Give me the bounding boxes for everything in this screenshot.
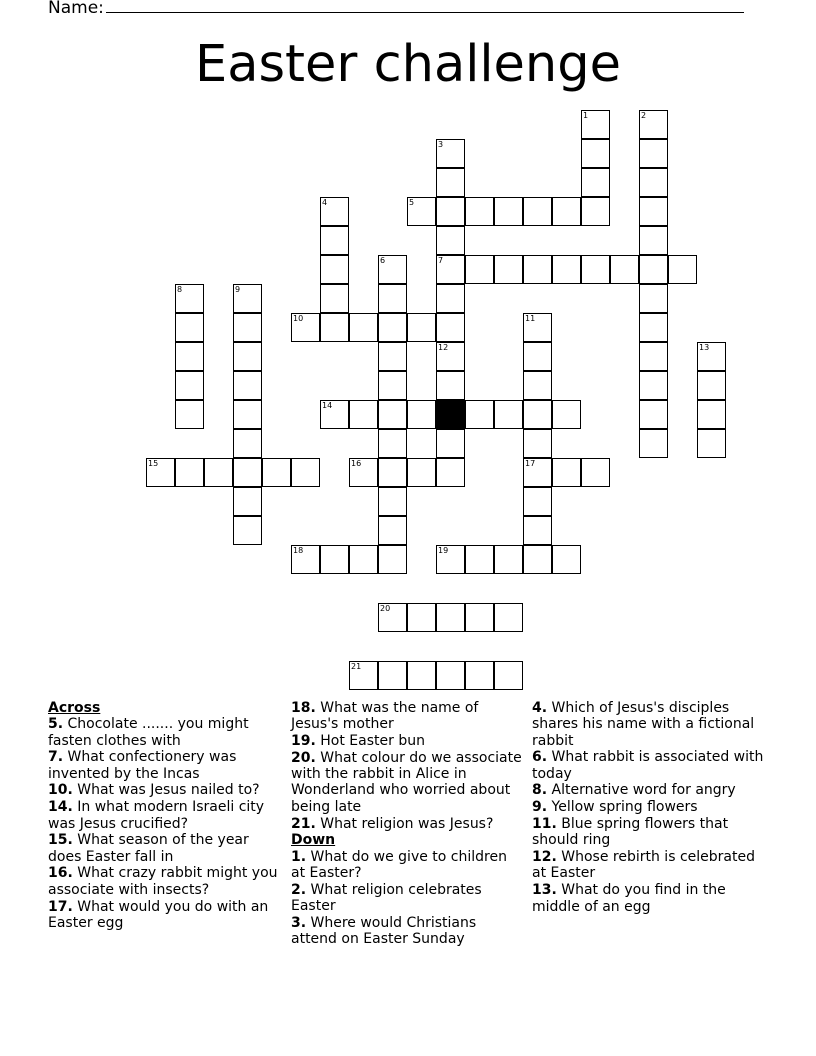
grid-cell[interactable] bbox=[378, 458, 407, 487]
clue-text: What confectionery was invented by the Incas bbox=[48, 749, 237, 782]
grid-cell[interactable] bbox=[552, 255, 581, 284]
grid-cell[interactable] bbox=[494, 197, 523, 226]
clue-item bbox=[532, 849, 764, 882]
grid-cell[interactable] bbox=[639, 429, 668, 458]
grid-cell[interactable] bbox=[639, 168, 668, 197]
clue-item bbox=[291, 882, 523, 915]
clue-text: What was the name of Jesus's mother bbox=[291, 700, 479, 733]
grid-cell[interactable] bbox=[639, 197, 668, 226]
grid-cell[interactable] bbox=[378, 371, 407, 400]
grid-cell[interactable] bbox=[465, 545, 494, 574]
clues-column-2 bbox=[291, 700, 523, 948]
clue-item bbox=[532, 782, 764, 798]
grid-cell[interactable] bbox=[407, 458, 436, 487]
grid-cell[interactable] bbox=[233, 284, 262, 313]
clue-number: 17. bbox=[48, 898, 73, 915]
grid-cell[interactable] bbox=[494, 255, 523, 284]
grid-cell[interactable] bbox=[175, 313, 204, 342]
grid-cell[interactable] bbox=[523, 429, 552, 458]
clue-number: 5. bbox=[48, 716, 64, 733]
grid-cell[interactable] bbox=[552, 458, 581, 487]
clue-number: 1. bbox=[291, 848, 307, 865]
clue-text: What religion celebrates Easter bbox=[291, 881, 482, 915]
name-label: Name: bbox=[48, 0, 104, 18]
grid-cell[interactable] bbox=[639, 255, 668, 284]
clue-text: What was Jesus nailed to? bbox=[72, 782, 260, 799]
clue-text: Alternative word for angry bbox=[547, 782, 736, 799]
grid-cell[interactable] bbox=[378, 342, 407, 371]
clue-text: Where would Christians attend on Easter Sunday bbox=[291, 914, 477, 948]
grid-cell[interactable] bbox=[262, 458, 291, 487]
clue-number: 18. bbox=[291, 700, 316, 716]
clue-item bbox=[291, 816, 523, 832]
grid-cell[interactable] bbox=[639, 284, 668, 313]
grid-cell[interactable] bbox=[407, 400, 436, 429]
grid-cell[interactable] bbox=[523, 487, 552, 516]
grid-cell[interactable] bbox=[436, 603, 465, 632]
grid-cell[interactable] bbox=[465, 197, 494, 226]
clue-text: Blue spring flowers that should ring bbox=[532, 816, 729, 849]
clue-item bbox=[48, 749, 280, 782]
grid-cell[interactable] bbox=[378, 661, 407, 690]
clue-number-label: 3 bbox=[438, 140, 444, 149]
clue-item bbox=[48, 799, 280, 832]
clue-number-label: 19 bbox=[438, 546, 449, 555]
grid-cell[interactable] bbox=[436, 139, 465, 168]
grid-cell[interactable] bbox=[494, 661, 523, 690]
clue-item bbox=[291, 750, 523, 815]
grid-cell[interactable] bbox=[378, 545, 407, 574]
grid-cell[interactable] bbox=[639, 371, 668, 400]
clue-number-label: 9 bbox=[235, 285, 241, 294]
clue-number-label: 17 bbox=[525, 459, 536, 468]
grid-cell[interactable] bbox=[639, 139, 668, 168]
clue-number-label: 15 bbox=[148, 459, 159, 468]
clue-number: 20. bbox=[291, 749, 316, 766]
grid-block-cell bbox=[436, 400, 465, 429]
grid-cell[interactable] bbox=[233, 429, 262, 458]
grid-cell[interactable] bbox=[436, 429, 465, 458]
grid-cell[interactable] bbox=[552, 400, 581, 429]
clue-text: In what modern Israeli city was Jesus crucified? bbox=[48, 799, 265, 832]
clue-text: What religion was Jesus? bbox=[315, 815, 494, 832]
across-clue-list-continued bbox=[291, 700, 523, 832]
grid-cell[interactable] bbox=[668, 255, 697, 284]
clue-text: Hot Easter bun bbox=[315, 733, 425, 750]
grid-cell[interactable] bbox=[320, 284, 349, 313]
grid-cell[interactable] bbox=[639, 400, 668, 429]
clues-column-1 bbox=[48, 700, 280, 932]
grid-cell[interactable] bbox=[233, 313, 262, 342]
grid-cell[interactable] bbox=[697, 400, 726, 429]
grid-cell[interactable] bbox=[436, 284, 465, 313]
clue-item bbox=[532, 799, 764, 815]
grid-cell[interactable] bbox=[378, 516, 407, 545]
clue-text: What do you find in the middle of an egg bbox=[532, 882, 726, 915]
clue-number: 19. bbox=[291, 733, 316, 750]
grid-cell[interactable] bbox=[436, 661, 465, 690]
grid-cell[interactable] bbox=[320, 226, 349, 255]
grid-cell[interactable] bbox=[349, 661, 378, 690]
grid-cell[interactable] bbox=[436, 545, 465, 574]
clue-number-label: 1 bbox=[583, 111, 589, 120]
grid-cell[interactable] bbox=[465, 603, 494, 632]
clue-number: 9. bbox=[532, 799, 548, 816]
grid-cell[interactable] bbox=[639, 110, 668, 139]
grid-cell[interactable] bbox=[320, 313, 349, 342]
grid-cell[interactable] bbox=[639, 226, 668, 255]
grid-cell[interactable] bbox=[639, 313, 668, 342]
clue-text: Whose rebirth is celebrated at Easter bbox=[532, 849, 755, 882]
clue-number: 16. bbox=[48, 865, 73, 882]
clue-number: 15. bbox=[48, 832, 73, 849]
clue-item bbox=[291, 849, 523, 882]
clue-item bbox=[291, 700, 523, 733]
grid-cell[interactable] bbox=[523, 255, 552, 284]
grid-cell[interactable] bbox=[378, 255, 407, 284]
grid-cell[interactable] bbox=[407, 603, 436, 632]
name-line bbox=[48, 0, 744, 19]
clue-number-label: 16 bbox=[351, 459, 362, 468]
clue-number: 12. bbox=[532, 849, 557, 866]
clue-item bbox=[48, 832, 280, 865]
grid-cell[interactable] bbox=[581, 458, 610, 487]
grid-cell[interactable] bbox=[407, 313, 436, 342]
grid-cell[interactable] bbox=[233, 400, 262, 429]
grid-cell[interactable] bbox=[581, 168, 610, 197]
clue-number: 6. bbox=[532, 749, 548, 766]
grid-cell[interactable] bbox=[523, 400, 552, 429]
grid-cell[interactable] bbox=[523, 313, 552, 342]
grid-cell[interactable] bbox=[233, 458, 262, 487]
clue-number: 2. bbox=[291, 881, 307, 898]
clue-number-label: 21 bbox=[351, 662, 362, 671]
grid-cell[interactable] bbox=[523, 197, 552, 226]
grid-cell[interactable] bbox=[436, 342, 465, 371]
clues-column-3 bbox=[532, 700, 764, 915]
grid-cell[interactable] bbox=[436, 458, 465, 487]
clue-text: What crazy rabbit might you associate with insects? bbox=[48, 865, 278, 898]
grid-cell[interactable] bbox=[320, 255, 349, 284]
grid-cell[interactable] bbox=[552, 545, 581, 574]
clue-number: 11. bbox=[532, 816, 557, 833]
grid-cell[interactable] bbox=[349, 458, 378, 487]
grid-cell[interactable] bbox=[639, 342, 668, 371]
grid-cell[interactable] bbox=[523, 545, 552, 574]
clue-number-label: 4 bbox=[322, 198, 328, 207]
grid-cell[interactable] bbox=[436, 226, 465, 255]
grid-cell[interactable] bbox=[378, 400, 407, 429]
clue-number-label: 2 bbox=[641, 111, 647, 120]
clue-number: 21. bbox=[291, 815, 316, 832]
grid-cell[interactable] bbox=[465, 255, 494, 284]
clue-number-label: 18 bbox=[293, 546, 304, 555]
grid-cell[interactable] bbox=[291, 313, 320, 342]
clue-text: What season of the year does Easter fall in bbox=[48, 832, 249, 865]
clue-number-label: 12 bbox=[438, 343, 449, 352]
grid-cell[interactable] bbox=[697, 342, 726, 371]
grid-cell[interactable] bbox=[407, 197, 436, 226]
grid-cell[interactable] bbox=[581, 139, 610, 168]
grid-cell[interactable] bbox=[349, 545, 378, 574]
grid-cell[interactable] bbox=[233, 516, 262, 545]
grid-cell[interactable] bbox=[291, 458, 320, 487]
down-heading: Down bbox=[291, 832, 336, 849]
grid-cell[interactable] bbox=[610, 255, 639, 284]
grid-cell[interactable] bbox=[436, 371, 465, 400]
grid-cell[interactable] bbox=[378, 284, 407, 313]
grid-cell[interactable] bbox=[523, 458, 552, 487]
across-clue-list bbox=[48, 716, 280, 931]
grid-cell[interactable] bbox=[436, 313, 465, 342]
down-clue-list-continued bbox=[532, 700, 764, 915]
clue-number: 14. bbox=[48, 799, 73, 816]
clue-number: 10. bbox=[48, 782, 73, 799]
clue-item bbox=[48, 865, 280, 898]
clue-item bbox=[532, 882, 764, 915]
grid-cell[interactable] bbox=[291, 545, 320, 574]
grid-cell[interactable] bbox=[465, 661, 494, 690]
clue-number: 8. bbox=[532, 782, 548, 799]
clue-number-label: 10 bbox=[293, 314, 304, 323]
clue-item bbox=[48, 899, 280, 932]
grid-cell[interactable] bbox=[523, 342, 552, 371]
clue-item bbox=[532, 749, 764, 782]
clue-text: Which of Jesus's disciples shares his name with a fictional rabbit bbox=[532, 700, 755, 749]
grid-cell[interactable] bbox=[407, 661, 436, 690]
clue-text: What rabbit is associated with today bbox=[532, 749, 764, 782]
clue-number-label: 11 bbox=[525, 314, 536, 323]
grid-cell[interactable] bbox=[175, 371, 204, 400]
clue-item bbox=[48, 716, 280, 749]
grid-cell[interactable] bbox=[494, 603, 523, 632]
grid-cell[interactable] bbox=[581, 110, 610, 139]
clue-item bbox=[291, 733, 523, 749]
grid-cell[interactable] bbox=[581, 255, 610, 284]
grid-cell[interactable] bbox=[697, 371, 726, 400]
grid-cell[interactable] bbox=[378, 487, 407, 516]
clue-item bbox=[48, 782, 280, 798]
grid-cell[interactable] bbox=[349, 400, 378, 429]
clue-text: What do we give to children at Easter? bbox=[291, 848, 507, 881]
clue-item bbox=[532, 816, 764, 849]
grid-cell[interactable] bbox=[494, 400, 523, 429]
grid-cell[interactable] bbox=[146, 458, 175, 487]
clue-number-label: 8 bbox=[177, 285, 183, 294]
grid-cell[interactable] bbox=[175, 342, 204, 371]
clue-number: 3. bbox=[291, 914, 307, 931]
clue-number: 4. bbox=[532, 700, 548, 716]
grid-cell[interactable] bbox=[233, 342, 262, 371]
grid-cell[interactable] bbox=[523, 516, 552, 545]
page-title: Easter challenge bbox=[194, 35, 621, 94]
grid-cell[interactable] bbox=[697, 429, 726, 458]
grid-cell[interactable] bbox=[320, 197, 349, 226]
clue-text: What colour do we associate with the rabbit in Alice in Wonderland who worried about being late bbox=[291, 749, 522, 815]
clue-text: Yellow spring flowers bbox=[547, 799, 698, 816]
grid-cell[interactable] bbox=[175, 458, 204, 487]
grid-cell[interactable] bbox=[436, 168, 465, 197]
grid-cell[interactable] bbox=[581, 197, 610, 226]
across-heading: Across bbox=[48, 700, 101, 716]
grid-cell[interactable] bbox=[320, 400, 349, 429]
clue-number-label: 13 bbox=[699, 343, 710, 352]
clue-number-label: 20 bbox=[380, 604, 391, 613]
grid-cell[interactable] bbox=[233, 371, 262, 400]
grid-cell[interactable] bbox=[378, 429, 407, 458]
name-blank-line[interactable] bbox=[106, 0, 744, 13]
down-clue-list bbox=[291, 849, 523, 948]
grid-cell[interactable] bbox=[494, 545, 523, 574]
grid-cell[interactable] bbox=[552, 197, 581, 226]
grid-cell[interactable] bbox=[320, 545, 349, 574]
clue-item bbox=[532, 700, 764, 749]
clue-text: What would you do with an Easter egg bbox=[48, 898, 269, 931]
clue-number-label: 14 bbox=[322, 401, 333, 410]
clue-number-label: 7 bbox=[438, 256, 444, 265]
grid-cell[interactable] bbox=[523, 371, 552, 400]
grid-cell[interactable] bbox=[378, 603, 407, 632]
clue-item bbox=[291, 915, 523, 948]
grid-cell[interactable] bbox=[204, 458, 233, 487]
clue-number: 7. bbox=[48, 749, 64, 766]
grid-cell[interactable] bbox=[349, 313, 378, 342]
grid-cell[interactable] bbox=[378, 313, 407, 342]
grid-cell[interactable] bbox=[436, 255, 465, 284]
clue-number: 13. bbox=[532, 882, 557, 899]
grid-cell[interactable] bbox=[436, 197, 465, 226]
grid-cell[interactable] bbox=[465, 400, 494, 429]
grid-cell[interactable] bbox=[175, 284, 204, 313]
clue-number-label: 5 bbox=[409, 198, 415, 207]
grid-cell[interactable] bbox=[233, 487, 262, 516]
grid-cell[interactable] bbox=[175, 400, 204, 429]
clue-text: Chocolate ....... you might fasten clothes with bbox=[48, 716, 249, 749]
clue-number-label: 6 bbox=[380, 256, 386, 265]
